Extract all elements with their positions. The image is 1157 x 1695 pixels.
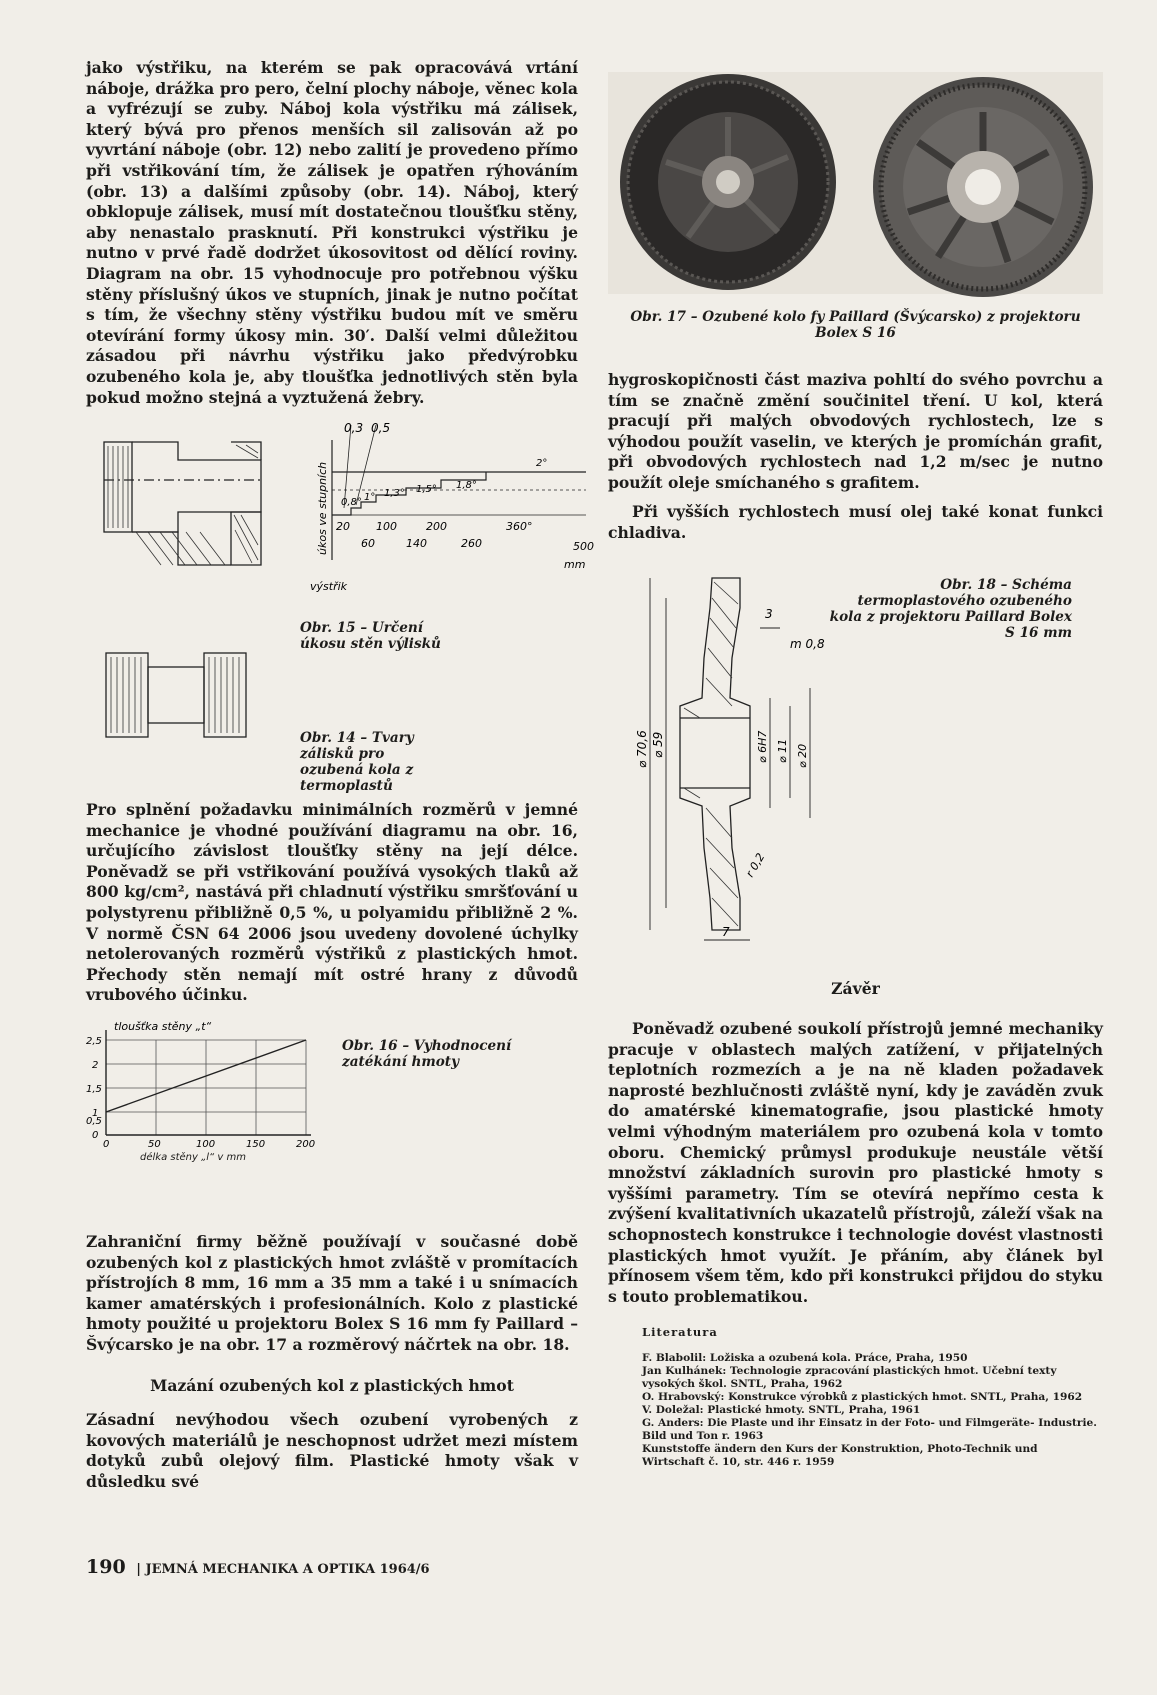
fig18-dim-9: 7 (722, 925, 730, 939)
fig16-x-tick-4: 150 (246, 1139, 266, 1150)
fig16-x-tick-2: 50 (148, 1139, 161, 1150)
fig16-y-tick-6: 0 (92, 1130, 99, 1141)
literature-item: Kunststoffe ändern den Kurs der Konstruktion, Photo-Technik und Wirtschaft č. 10, str. 446 r. 1959 (642, 1443, 1038, 1468)
fig18-dim-3: ⌀ 70,6 (635, 730, 649, 768)
right-paragraph-2: Při vyšších rychlostech musí olej také konat funkci chladiva. (608, 502, 1103, 542)
fig15-x-end-value: 500 (573, 540, 594, 553)
fig15-x-tick-2: 100 (376, 520, 397, 533)
literature-item: G. Anders: Die Plaste und ihr Einsatz in der Foto- und Filmgeräte- Industrie. Bild und Ton r. 1963 (642, 1417, 1097, 1442)
fig18-dim-2: m 0,8 (790, 637, 825, 651)
figure-14-drawing (86, 645, 286, 745)
gear-left-image (620, 74, 836, 290)
fig18-dim-5: ⌀ 6H7 (756, 730, 769, 763)
fig16-y-tick-4: 1 (92, 1108, 99, 1119)
fig15-angle-5: 1,8° (456, 480, 477, 491)
literature-item: Jan Kulhánek: Technologie zpracování plastických hmot. Učební texty vysokých škol. SNTL, Praha, 1962 (642, 1365, 1057, 1390)
fig16-title: tloušťka stěny „t“ (114, 1020, 212, 1033)
fig16-y-tick-5: 0,5 (86, 1116, 102, 1127)
journal-name: JEMNÁ MECHANIKA A OPTIKA 1964/6 (145, 1562, 430, 1577)
fig16-x-tick-3: 100 (196, 1139, 216, 1150)
figure-16-caption: Obr. 16 – Vyhodnocení zatékání hmoty (342, 1038, 512, 1070)
fig15-angle-1: 0,8° (341, 497, 362, 508)
fig16-x-label: délka stěny „l“ v mm (140, 1152, 246, 1163)
fig16-x-tick-1: 0 (103, 1139, 110, 1150)
fig16-y-tick-3: 1,5 (86, 1084, 102, 1095)
literature-list (642, 1352, 1103, 1469)
literature-item: V. Doležal: Plastické hmoty. SNTL, Praha, 1961 (642, 1404, 921, 1416)
left-paragraph-1: jako výstřiku, na kterém se pak opracovává vrtání náboje, drážka pro pero, čelní plochy náboje, věnec kola a vyfrézují se zuby. Náboj kola výstřiku má zálisek, který bývá pro přenos menších sil zalisován až po vyvrtání náboje (obr. 12) nebo zalití je provedeno přímo při vstřikování tím, že zálisek je opatřen rýhováním (obr. 13) a dalšími způsoby (obr. 14). Náboj, který obklopuje zálisek, musí mít dostatečnou tloušťku stěny, aby nenastalo prasknutí. Při konstrukci výstřiku je nutno v prvé řadě dodržet úkosovitost od dělící roviny. Diagram na obr. 15 vyhodnocuje pro potřebnou výšku stěny příslušný úkos ve stupních, jinak je nutno počítat s tím, že všechny stěny výstřiku budou mít ve směru otevírání formy úkosy min. 30′. Další velmi důležitou zásadou při návrhu výstřiku jako předvýrobku ozubeného kola je, aby tloušťka jednotlivých stěn byla pokud možno stejná a vyztužená žebry. (86, 58, 578, 407)
footer-separator: | (136, 1562, 141, 1577)
fig15-x-tick-1: 20 (336, 520, 350, 533)
fig18-dim-4: ⌀ 59 (651, 731, 665, 758)
literature-item: O. Hrabovský: Konstrukce výrobků z plastických hmot. SNTL, Praha, 1962 (642, 1391, 1083, 1403)
fig15-x-tick-4: 360° (506, 520, 533, 533)
fig16-y-tick-2: 2 (92, 1060, 99, 1071)
left-paragraph-2: Pro splnění požadavku minimálních rozměrů v jemné mechanice je vhodné používání diagramu na obr. 16, určujícího závislost tloušťky stěny na její délce. Poněvadž se při vstřikování používá vysokých tlaků až 800 kg/cm², nastává při chladnutí výstřiku smršťování u polystyrenu přibližně 0,5 %, u polyamidu přibližně 2 %. V normě ČSN 64 2006 jsou uvedeny dovolené úchylky netolerovaných rozměrů výstřiků z plastických hmot. Přechody stěn nemají mít ostré hrany z důvodů vrubového účinku. (86, 800, 578, 1005)
right-paragraph-1: hygroskopičnosti část maziva pohltí do svého povrchu a tím se značně změní součinitel tření. U kol, která pracují při malých obvodových rychlostech, lze s výhodou použít vaselin, ve kterých je promíchán grafit, při obvodových rychlostech nad 1,2 m/sec je nutno použít oleje smíchaného s grafitem. (608, 370, 1103, 492)
literature-item: F. Blabolil: Ložiska a ozubená kola. Práce, Praha, 1950 (642, 1352, 968, 1364)
fig15-angle-2: 1° (364, 492, 376, 503)
fig18-dim-1: 3 (765, 607, 773, 621)
figure-14-caption: Obr. 14 – Tvary zálisků pro ozubená kola z termoplastů (300, 730, 414, 794)
figure-17-caption: Obr. 17 – Ozubené kolo fy Paillard (Švýcarsko) z projektoru Bolex S 16 (630, 309, 1081, 341)
left-paragraph-3: Zahraniční firmy běžně používají v současné době ozubených kol z plastických hmot zvláště v promítacích přístrojích 8 mm, 16 mm a 35 mm a také i u snímacích kamer amatérských i profesionálních. Kolo z plastické hmoty použité u projektoru Bolex S 16 mm fy Paillard – Švýcarsko je na obr. 17 a rozměrový náčrtek na obr. 18. (86, 1232, 578, 1354)
fig15-x-tick-7: 260 (461, 537, 482, 550)
fig15-angle-6: 2° (536, 458, 548, 469)
fig15-x-tick-6: 140 (406, 537, 427, 550)
left-column (86, 58, 578, 414)
fig15-x-label: výstřik (310, 580, 348, 593)
fig16-x-tick-5: 200 (296, 1139, 316, 1150)
page-number: 190 (86, 1556, 126, 1578)
fig15-dim-1: 0,3 (344, 421, 364, 435)
fig15-x-tick-3: 200 (426, 520, 447, 533)
conclusion-heading: Závěr (831, 979, 880, 998)
gear-right-image (873, 77, 1093, 297)
right-paragraph-3: Poněvadž ozubené soukolí přístrojů jemné mechaniky pracuje v oblastech malých zatížení, v přijatelných teplotních rozmezích a je na ně kladen požadavek naprosté bezhlučnosti zvláště nyní, kdy je zaváděn zvuk do amatérské kinematografie, jsou plastické hmoty velmi výhodným materiálem pro ozubená kola v tomto oboru. Chemický průmysl produkuje neustále větší množství základních surovin pro plastické hmoty s vyššími parametry. Tím se otevírá nepřímo cesta k zvýšení kvalitativních ukazatelů přístrojů, záleží však na schopnostech konstrukce i technologie dovést vlastnosti plastických hmot využít. Je přáním, aby článek byl přínosem všem těm, kdo při konstrukci přijdou do styku s touto problematikou. (608, 1019, 1103, 1306)
figure-17-photo (608, 72, 1103, 294)
fig18-dim-6: ⌀ 11 (776, 738, 789, 763)
figure-16-chart (86, 1020, 336, 1150)
lubrication-heading: Mazání ozubených kol z plastických hmot (150, 1376, 514, 1395)
literature-heading: Literatura (642, 1325, 718, 1339)
figure-15-caption: Obr. 15 – Určení úkosu stěn výlisků (300, 620, 441, 652)
left-paragraph-4: Zásadní nevýhodou všech ozubení vyrobených z kovových materiálů je neschopnost udržet mezi místem dotyků zubů olejový film. Plastické hmoty však v důsledku své (86, 1410, 578, 1491)
fig18-dim-8: r 0,2 (743, 850, 768, 880)
fig15-x-end-unit: mm (564, 558, 586, 571)
fig15-angle-4: 1,5° (416, 484, 437, 495)
fig18-dim-7: ⌀ 20 (796, 743, 809, 768)
fig15-angle-3: 1,3° (384, 488, 405, 499)
fig16-y-tick-1: 2,5 (86, 1036, 102, 1047)
figure-18-caption: Obr. 18 – Schéma termoplastového ozubeného kola z projektoru Paillard Bolex S 16 mm (829, 577, 1072, 641)
page-footer (86, 1556, 430, 1578)
fig15-dim-2: 0,5 (371, 421, 391, 435)
figure-15-drawing (86, 420, 596, 595)
fig15-y-label: úkos ve stupních (316, 461, 329, 555)
fig15-x-tick-5: 60 (361, 537, 375, 550)
